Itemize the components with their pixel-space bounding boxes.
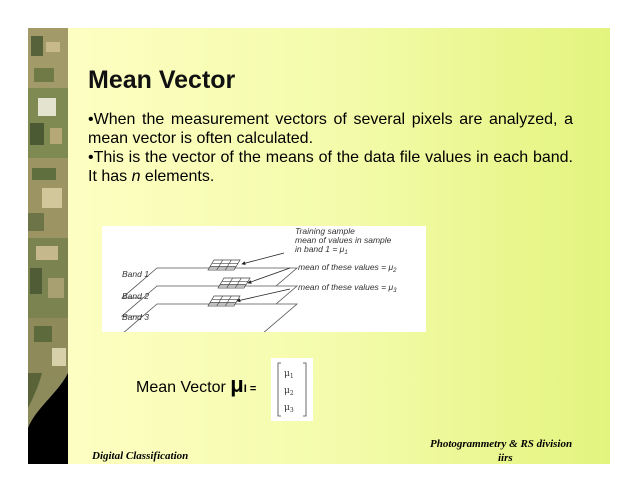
training-mean-label: mean of values in sample [295, 235, 392, 245]
mean-vector-label: Mean Vector [136, 379, 226, 396]
bullet-2-text: This is the vector of the means of the data file values in each band. It has [88, 149, 573, 185]
training-label: Training sample [295, 226, 355, 236]
matrix-entry-1: $\mu_1$ [284, 369, 294, 380]
bullet-2 [88, 148, 573, 186]
footer-right-line-2: iirs [498, 452, 513, 464]
footer-left: Digital Classification [92, 450, 189, 462]
training-band-label: in band $1 = \mu_1$ [295, 244, 348, 256]
bullet-1-text: When the measurement vectors of several pixels are analyzed, a mean vector is often calculated. [88, 111, 573, 147]
slide-body [88, 110, 573, 186]
band-3-label: Band 3 [122, 312, 149, 322]
mu-subscript: I = [243, 383, 257, 395]
bullet-marker: • [88, 149, 94, 166]
mean-vector-matrix [271, 358, 313, 421]
bullet-2-variable: n [131, 168, 141, 185]
bullet-marker: • [88, 111, 94, 128]
matrix-entry-3: $\mu_3$ [284, 403, 294, 414]
slide-title: Mean Vector [88, 66, 236, 94]
footer-right [430, 437, 610, 464]
bullet-1 [88, 110, 573, 148]
footer-right-line-1: Photogrammetry & RS division [430, 438, 573, 450]
satellite-image-strip [28, 28, 68, 464]
mean-vector-expression [136, 372, 256, 398]
band-1-label: Band 1 [122, 269, 149, 279]
matrix-entry-2: $\mu_2$ [284, 386, 294, 397]
slide [28, 28, 610, 464]
matrix-left-bracket [278, 363, 281, 416]
training-sample-diagram [102, 226, 426, 332]
mean-2-label: mean of these values = $\mu_2$ [298, 262, 397, 274]
band-2-label: Band 2 [122, 291, 149, 301]
bullet-2-text-end: elements. [140, 168, 215, 185]
matrix-right-bracket [303, 363, 306, 416]
mu-symbol: μ [230, 372, 244, 397]
mean-3-label: mean of these values = $\mu_3$ [298, 282, 397, 294]
